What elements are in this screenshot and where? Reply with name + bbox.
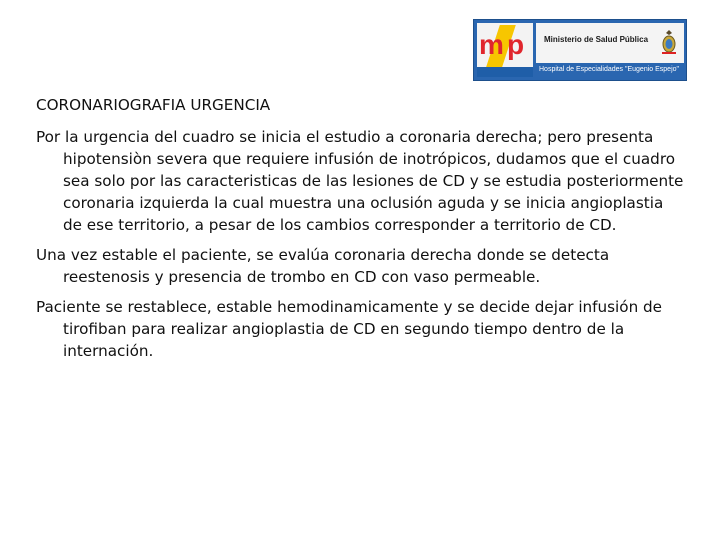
msp-logo-p: p — [507, 29, 525, 60]
slide-content — [36, 94, 686, 370]
ministry-logo-banner — [473, 19, 687, 81]
msp-logo-m: m — [479, 29, 504, 60]
ecuador-crest-icon — [660, 29, 678, 55]
ministry-name-panel — [536, 23, 684, 63]
hospital-name: Hospital de Especialidades "Eugenio Espejo" — [539, 66, 680, 73]
msp-logo-bar — [477, 67, 533, 77]
slide-title: CORONARIOGRAFIA URGENCIA — [36, 96, 271, 114]
paragraph-initial-study: Por la urgencia del cuadro se inicia el estudio a coronaria derecha; pero presenta hipotensiòn severa que requiere infusión de inotrópicos, dudamos que el cuadro sea solo por las caracteristicas de las lesiones de CD y se estudia posteriormente coronaria izquierda la cual muestra una oclusión aguda y se inicia angioplastia de ese territorio, a pesar de los cambios corresponder a territorio de CD. — [36, 128, 684, 234]
paragraph-stable-patient: Una vez estable el paciente, se evalúa coronaria derecha donde se detecta reestenosis y presencia de trombo en CD con vaso permeable. — [36, 246, 610, 286]
msp-logo — [477, 23, 533, 77]
ministry-name: Ministerio de Salud Pública — [544, 35, 649, 44]
paragraph-recovery: Paciente se restablece, estable hemodinamicamente y se decide dejar infusión de tirofiban para realizar angioplastia de CD en segundo tiempo dentro de la internación. — [36, 298, 663, 360]
